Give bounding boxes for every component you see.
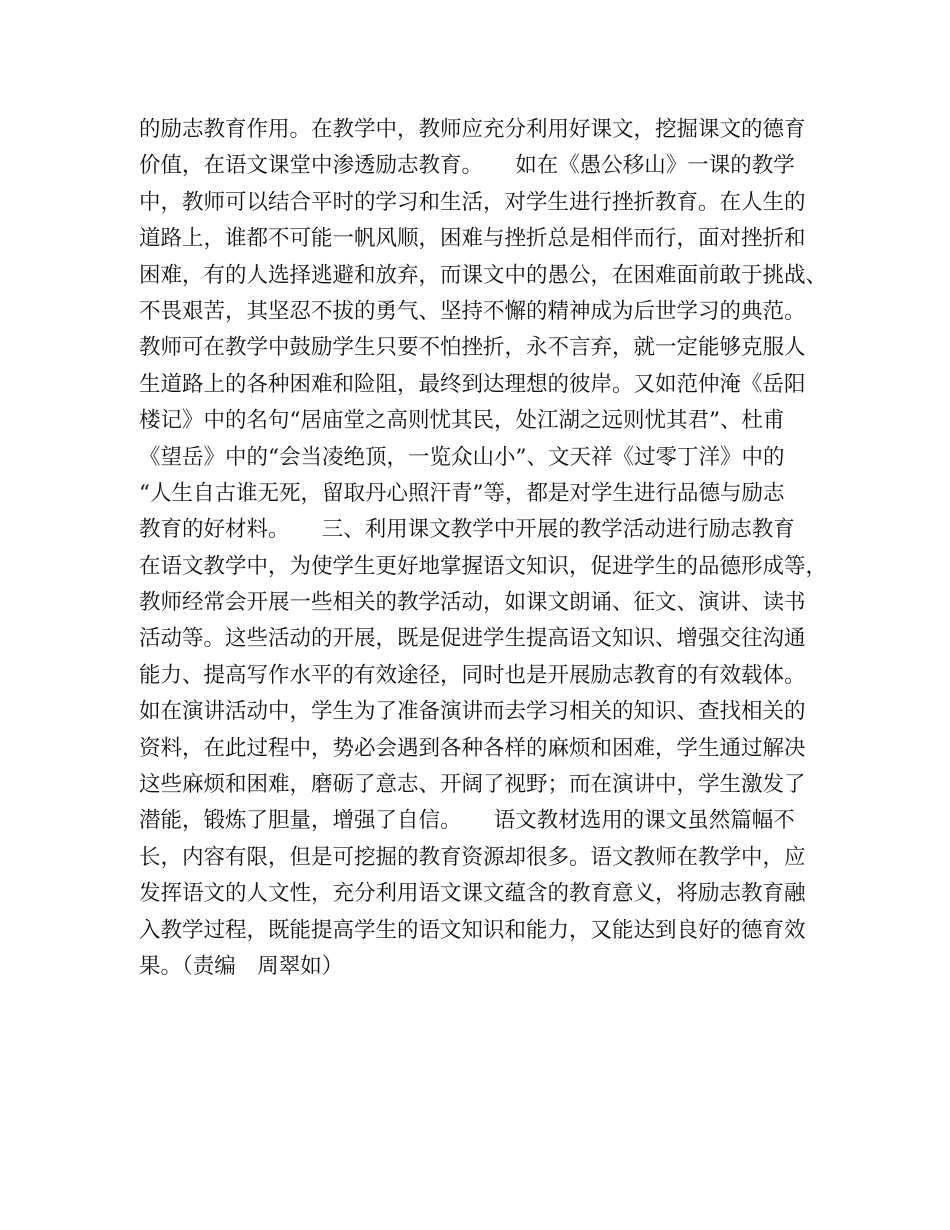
text-line: 活动等。这些活动的开展，既是促进学生提高语文知识、增强交往沟通	[139, 626, 806, 652]
text-line: 如在演讲活动中，学生为了准备演讲而去学习相关的知识、查找相关的	[139, 699, 806, 725]
text-line: 能力、提高写作水平的有效途径，同时也是开展励志教育的有效载体。	[139, 662, 806, 688]
text-line: 困难，有的人选择逃避和放弃，而课文中的愚公，在困难面前敢于挑战、	[139, 262, 828, 288]
text-line: 这些麻烦和困难，磨砺了意志、开阔了视野；而在演讲中，学生激发了	[139, 772, 806, 798]
text-line: 价值，在语文课堂中渗透励志教育。 如在《愚公移山》一课的教学	[139, 153, 795, 179]
text-line: 不畏艰苦，其坚忍不拔的勇气、坚持不懈的精神成为后世学习的典范。	[139, 298, 806, 324]
text-line: 的励志教育作用。在教学中，教师应充分利用好课文，挖掘课文的德育	[139, 117, 806, 142]
text-line: 潜能，锻炼了胆量，增强了自信。 语文教材选用的课文虽然篇幅不	[139, 808, 795, 834]
text-line: 道路上，谁都不可能一帆风顺，困难与挫折总是相伴而行，面对挫折和	[139, 226, 806, 252]
text-line: 教师经常会开展一些相关的教学活动，如课文朗诵、征文、演讲、读书	[139, 590, 806, 616]
text-line: 果。（责编 周翠如）	[139, 953, 344, 979]
text-line: 在语文教学中，为使学生更好地掌握语文知识，促进学生的品德形成等，	[139, 553, 828, 579]
text-line: 楼记》中的名句“居庙堂之高则忧其民，处江湖之远则忧其君”、杜甫	[139, 408, 785, 434]
text-line: 中，教师可以结合平时的学习和生活，对学生进行挫折教育。在人生的	[139, 189, 806, 215]
text-line: 教师可在教学中鼓励学生只要不怕挫折，永不言弃，就一定能够克服人	[139, 335, 806, 361]
text-line: 发挥语文的人文性，充分利用语文课文蕴含的教育意义，将励志教育融	[139, 881, 806, 907]
body-text	[139, 112, 829, 985]
text-line: 资料，在此过程中，势必会遇到各种各样的麻烦和困难，学生通过解决	[139, 735, 806, 761]
text-line: 教育的好材料。 三、利用课文教学中开展的教学活动进行励志教育	[139, 517, 795, 543]
text-line: 入教学过程，既能提高学生的语文知识和能力，又能达到良好的德育效	[139, 917, 806, 943]
text-line: 长，内容有限，但是可挖掘的教育资源却很多。语文教师在教学中，应	[139, 844, 806, 870]
text-line: “人生自古谁无死，留取丹心照汗青”等，都是对学生进行品德与励志	[139, 480, 785, 506]
text-line: 《望岳》中的“会当凌绝顶，一览众山小”、文天祥《过零丁洋》中的	[139, 444, 785, 470]
text-line: 生道路上的各种困难和险阻，最终到达理想的彼岸。又如范仲淹《岳阳	[139, 371, 806, 397]
